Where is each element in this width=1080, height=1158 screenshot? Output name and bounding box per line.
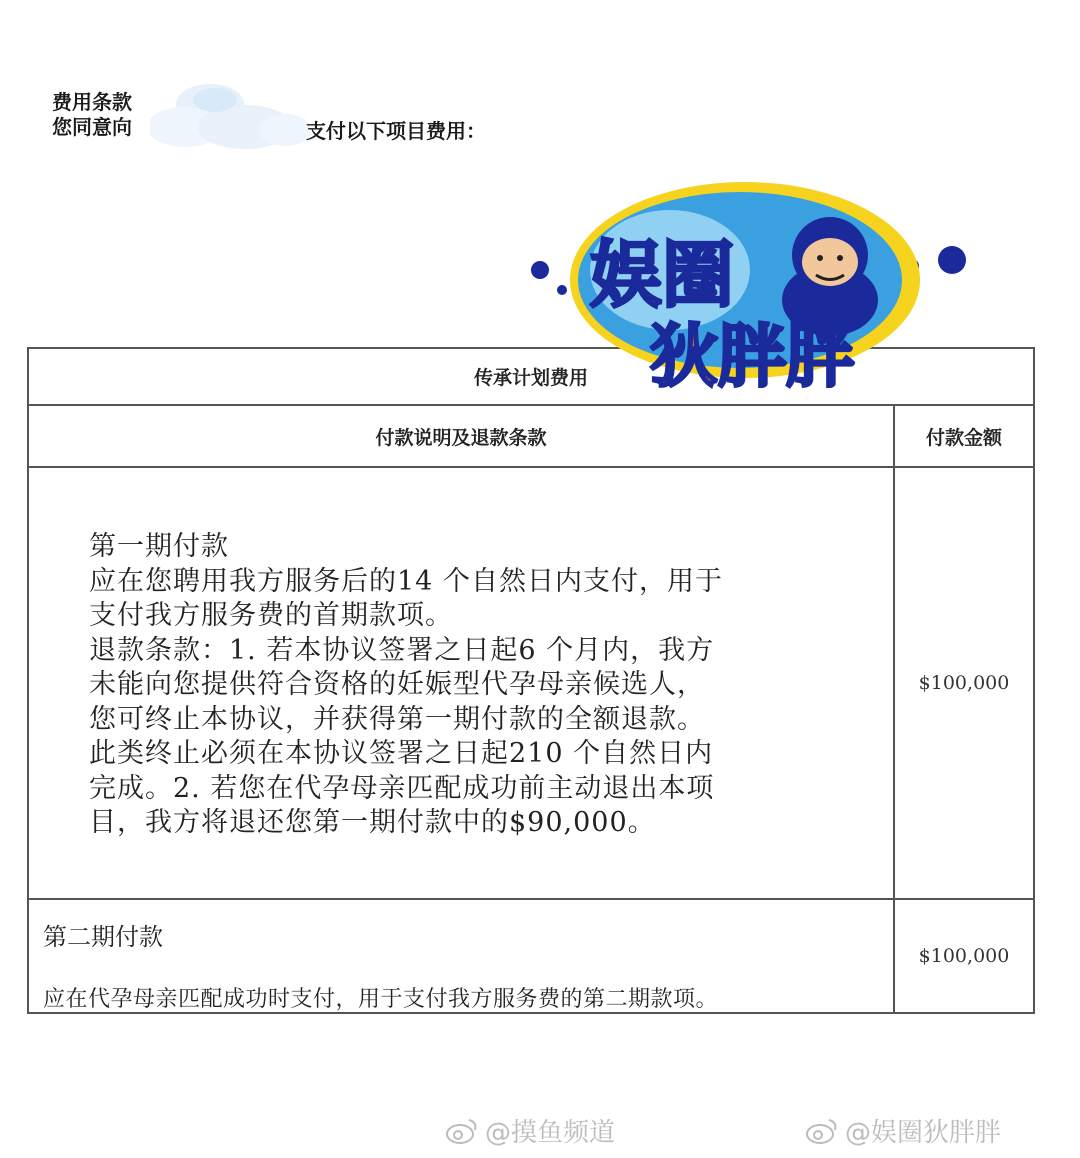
intro-line-1: 费用条款: [52, 90, 132, 114]
table-row: [28, 899, 1034, 1013]
logo-text-bottom: 狄胖胖: [650, 318, 855, 395]
blur-cloud-mask: [150, 82, 310, 154]
column-header-description: 付款说明及退款条款: [28, 405, 894, 467]
payment-2-amount: $100,000: [894, 899, 1034, 1013]
payment-2-body: 应在代孕母亲匹配成功时支付，用于支付我方服务费的第二期款项。: [43, 987, 719, 1012]
table-row: [28, 467, 1034, 899]
payment-1-line: 退款条款：1. 若本协议签署之日起6 个月内，我方: [89, 634, 715, 666]
channel-logo: [520, 180, 980, 395]
payment-1-line: 应在您聘用我方服务后的14 个自然日内支付，用于: [89, 565, 723, 597]
payment-2-description: [28, 899, 894, 1013]
fee-table: [27, 347, 1035, 1014]
intro-block: [52, 90, 132, 140]
payment-1-amount: $100,000: [894, 467, 1034, 899]
payment-2-title: 第二期付款: [43, 923, 163, 951]
watermark-right: [805, 1112, 1001, 1149]
watermark-left: [445, 1112, 615, 1149]
weibo-icon: [445, 1116, 479, 1146]
column-header-amount: 付款金额: [894, 405, 1034, 467]
intro-line-2-suffix: 支付以下项目费用：: [306, 119, 486, 143]
payment-1-line: 未能向您提供符合资格的妊娠型代孕母亲候选人，: [89, 669, 705, 700]
intro-line-2-prefix: 您同意向: [52, 115, 132, 139]
payment-1-line: 完成。2. 若您在代孕母亲匹配成功前主动退出本项: [89, 772, 715, 804]
payment-1-description: [28, 467, 894, 899]
payment-1-line: 目，我方将退还您第一期付款中的$90,000。: [89, 807, 656, 838]
payment-1-line: 此类终止必须在本协议签署之日起210 个自然日内: [89, 738, 714, 769]
watermark-left-text: @摸鱼频道: [485, 1118, 616, 1148]
payment-1-line: 支付我方服务费的首期款项。: [89, 600, 453, 631]
payment-1-line: 第一期付款: [89, 531, 229, 562]
table-title: 传承计划费用: [28, 348, 1034, 405]
weibo-icon: [805, 1116, 839, 1146]
logo-text-top: 娱圈: [590, 233, 735, 317]
watermark-right-text: @娱圈狄胖胖: [845, 1118, 1002, 1148]
payment-1-line: 您可终止本协议，并获得第一期付款的全额退款。: [89, 703, 705, 735]
